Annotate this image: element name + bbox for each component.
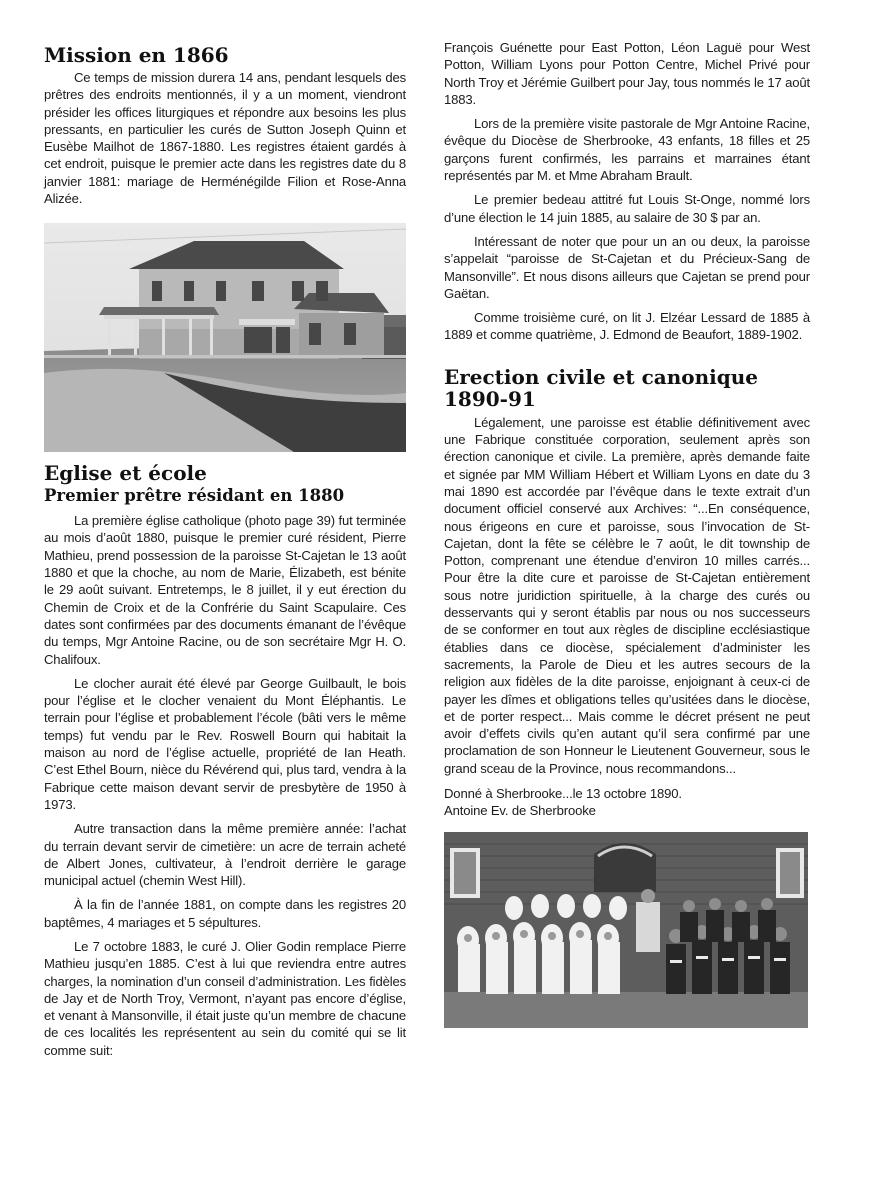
house-photo (44, 223, 406, 452)
eglise-paragraph-2: Le clocher aurait été élevé par George Guilbault, le bois pour l’église et le clocher venaient du Mont Éléphantis. Le terrain pour l’église et probablement l’école (bâti vers le même temps) fut vendu par le Rev. Roswell Bourn qui habitait la maison au nord de l’église actuelle, propriété de Ian Heath. C’est Ethel Bourn, nièce du Révérend qui, plus tard, vendra à la Fabrique cette maison devant servir de presbytère de 1950 à 1973. (44, 675, 406, 812)
erection-paragraph: Légalement, une paroisse est établie définitivement avec une Fabrique constituée corporation, seulement après son érection canonique et civile. La première, après demande faite et signée par MM William Hébert et William Lyons en date du 3 mai 1890 est accordée par l’évêque dans le texte extrait d’un document officiel conservé aux Archives: “...En conséquence, nous érigeons en cure et paroisse, sous l’invocation de St-Cajetan, dont la fête se célèbre le 7 août, le dit township de Potton, comprenant une étendue d’environ 10 milles carrés... Pour être la dite cure et paroisse de St-Cajetan entièrement sous notre juridiction spirituelle, à la charge des curés ou desservants qui y seront établis par nous ou nos successeurs de se conformer en tout aux règles de discipline ecclésiastique établies dans ce diocèse, spécialement d’administer les sacrements, la Parole de Dieu et les autres secours de la religion aux fidèles de la dite paroisse, enjoignant à ceux-ci de payer les dîmes et obligations telles qu’usitées dans le diocèse, et de porter respect... Mais comme le décret présent ne peut avoir d’effets civils qu’en autant qu’il sera confirmé par une proclamation de son Honneur le Lieutenent Gouverneur, sous le grand sceau de la Province, nous recommandons... (444, 414, 810, 776)
mission-paragraph: Ce temps de mission durera 14 ans, pendant lesquels des prêtres des endroits mentionnés, il y a un moment, viendront présider les offices liturgiques et répondre aux besoins les plus pressants, en particulier les curés de Sutton Joseph Quinn et Eusèbe Mailhot de 1867-1880. Les registres étaient gardés à cet endroit, puisque le premier acte dans les registres date du 8 janvier 1881: mariage de Herménégilde Filion et Rose-Anna Alizée. (44, 70, 406, 207)
right-paragraph-1: François Guénette pour East Potton, Léon Laguë pour West Potton, William Lyons pour Potton Centre, Michel Privé pour North Troy et Jérémie Guilbert pour Jay, tous nommés le 17 août 1883. (444, 40, 810, 107)
eglise-subheading: Premier prêtre résidant en 1880 (44, 486, 345, 506)
eglise-paragraph-5: Le 7 octobre 1883, le curé J. Olier Godin remplace Pierre Mathieu jusqu’en 1885. C’est à lui que reviendra entre autres charges, la nomination d’un conseil d’administration. Les fidèles de Jay et de North Troy, Vermont, n’ayant pas encore d’église, et venant à Mansonville, il était juste qu’un membre de chacune de ces localités les représentent au sein du comité qui se lit comme suit: (44, 939, 406, 1058)
eglise-paragraph-1: La première église catholique (photo page 39) fut terminée au mois d’août 1880, puisque le premier curé résident, Pierre Mathieu, prend possession de la paroisse St-Cajetan le 13 août 1880 et que la choche, au nom de Marie, Élizabeth, est bénite le 29 août suivant. Entretemps, le 8 juillet, il y eut érection du Chemin de Croix et de la Confrérie du Saint Scapulaire. Ces dates sont confirmées par des documents émanant de l’évêque du temps, Mgr Antoine Racine, ou de son secrétaire Mgr H. O. Chalifoux. (44, 513, 406, 667)
signature-line-1: Donné à Sherbrooke...le 13 octobre 1890. (444, 785, 682, 801)
eglise-heading: Eglise et école (44, 461, 207, 486)
eglise-paragraph-4: À la fin de l’année 1881, on compte dans les registres 20 baptêmes, 4 mariages et 5 sépultures. (44, 897, 406, 930)
signature-line-2: Antoine Ev. de Sherbrooke (444, 803, 596, 819)
eglise-paragraph-3: Autre transaction dans la même première année: l’achat du terrain devant servir de cimetière: un acre de terrain acheté de Albert Jones, cultivateur, à l’endroit derrière le garage municipal actuel (chemin West Hill). (44, 821, 406, 889)
right-column (444, 0, 810, 1028)
right-paragraph-2: Lors de la première visite pastorale de Mgr Antoine Racine, évêque du Diocèse de Sherbrooke, 43 enfants, 18 filles et 25 garçons furent confirmés, les parrains et marraines étant représentés par M. et Mme Abraham Brault. (444, 116, 810, 184)
communion-photo (444, 832, 808, 1028)
right-paragraph-4: Intéressant de noter que pour un an ou deux, la paroisse s’appelait “paroisse de St-Cajetan et du Précieux-Sang de Mansonville”. Et nous disons ailleurs que Cajetan se prend pour Gaëtan. (444, 233, 810, 301)
right-paragraph-5: Comme troisième curé, on lit J. Elzéar Lessard de 1885 à 1889 et comme quatrième, J. Edmond de Beaufort, 1889-1902. (444, 310, 810, 343)
left-column (44, 0, 406, 1059)
mission-heading: Mission en 1866 (44, 43, 229, 67)
erection-heading: Erection civile et canonique 1890-91 (444, 364, 758, 411)
right-paragraph-3: Le premier bedeau attitré fut Louis St-Onge, nommé lors d’une élection le 14 juin 1885, au salaire de 30 $ par an. (444, 192, 810, 225)
